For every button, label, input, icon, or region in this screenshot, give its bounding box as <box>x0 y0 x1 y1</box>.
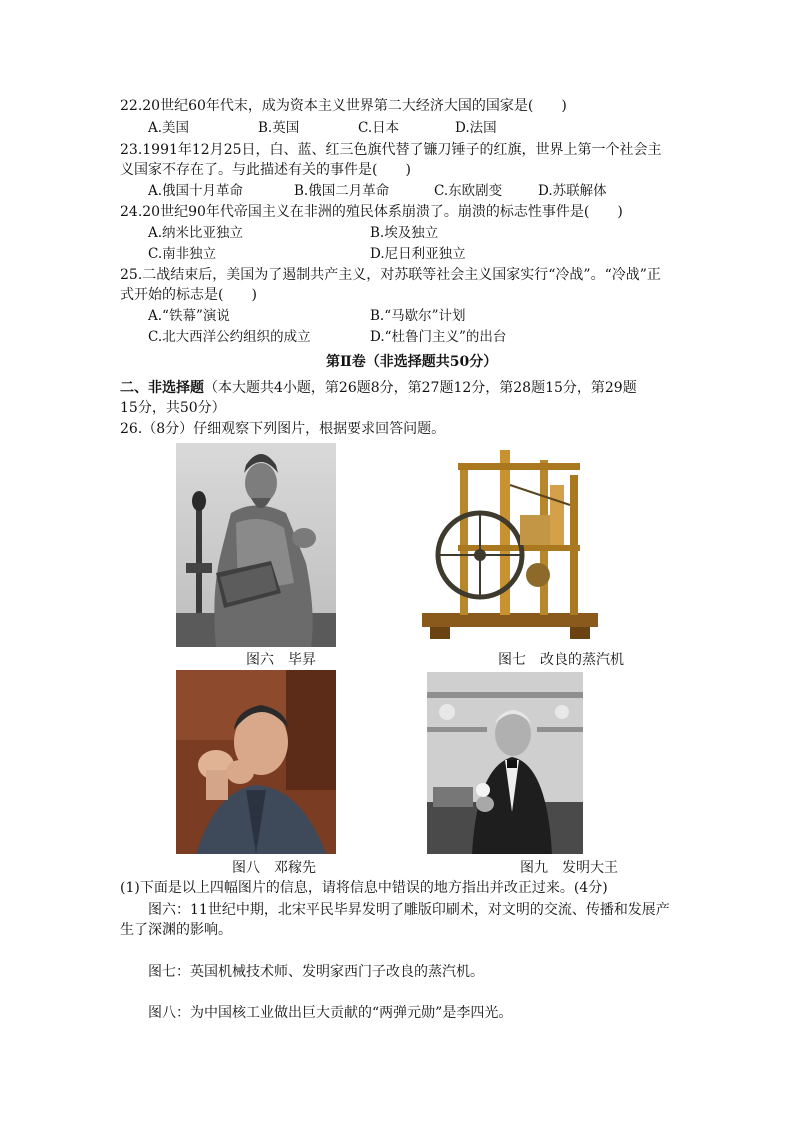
figure-7-steam-engine-photo <box>420 445 600 641</box>
q22-option-d: D.法国 <box>455 120 497 136</box>
q26-info6-line1: 图六：11世纪中期，北宋平民毕昇发明了雕版印刷术，对文明的交流、传播和发展产 <box>148 902 670 918</box>
q25-option-d: D.“杜鲁门主义”的出台 <box>370 329 507 345</box>
q25-stem-line2: 式开始的标志是( ) <box>120 287 257 303</box>
section-heading-line2: 15分，共50分） <box>120 400 226 416</box>
q26-info6-line2: 生了深渊的影响。 <box>120 922 232 938</box>
figure-9-caption: 图九 发明大王 <box>520 860 618 876</box>
q23-option-b: B.俄国二月革命 <box>294 183 390 199</box>
figure-6-caption: 图六 毕昇 <box>246 652 316 668</box>
q26-stem: 26.（8分）仔细观察下列图片，根据要求回答问题。 <box>120 421 446 437</box>
q25-option-a: A.“铁幕”演说 <box>148 308 230 324</box>
q26-info8: 图八：为中国核工业做出巨大贡献的“两弹元勋”是李四光。 <box>148 1005 513 1021</box>
q24-option-a: A.纳米比亚独立 <box>148 225 244 241</box>
q22-option-a: A.美国 <box>148 120 190 136</box>
q23-option-c: C.东欧剧变 <box>434 183 503 199</box>
section-heading-text: （本大题共4小题，第26题8分，第27题12分，第28题15分，第29题 <box>204 380 637 396</box>
q24-option-d: D.尼日利亚独立 <box>370 246 466 262</box>
q23-stem-line1: 23.1991年12月25日，白、蓝、红三色旗代替了镰刀锤子的红旗，世界上第一个社会主 <box>120 142 662 158</box>
figure-6-bi-sheng-photo <box>176 443 336 647</box>
q24-option-c: C.南非独立 <box>148 246 217 262</box>
section-title: 第Ⅱ卷（非选择题共50分） <box>326 354 498 370</box>
q23-option-a: A.俄国十月革命 <box>148 183 244 199</box>
q26-info7: 图七：英国机械技术师、发明家西门子改良的蒸汽机。 <box>148 964 484 980</box>
q23-stem-line2: 义国家不存在了。与此描述有关的事件是( ) <box>120 162 411 178</box>
figure-8-caption: 图八 邓稼先 <box>232 860 316 876</box>
section-heading-line1 <box>120 378 637 398</box>
q22-stem: 22.20世纪60年代末，成为资本主义世界第二大经济大国的国家是( ) <box>120 98 567 114</box>
q24-option-b: B.埃及独立 <box>370 225 439 241</box>
q25-stem-line1: 25.二战结束后，美国为了遏制共产主义，对苏联等社会主义国家实行“冷战”。“冷战”正 <box>120 267 661 283</box>
q25-option-b: B.“马歇尔”计划 <box>370 308 466 324</box>
q24-stem: 24.20世纪90年代帝国主义在非洲的殖民体系崩溃了。崩溃的标志性事件是( ) <box>120 204 623 220</box>
q22-option-c: C.日本 <box>358 120 400 136</box>
q25-option-c: C.北大西洋公约组织的成立 <box>148 329 311 345</box>
figure-7-caption: 图七 改良的蒸汽机 <box>498 652 624 668</box>
q22-option-b: B.英国 <box>258 120 300 136</box>
figure-9-inventor-photo <box>427 672 583 854</box>
figure-8-deng-jiaxian-photo <box>176 670 336 854</box>
section-heading-label: 二、非选择题 <box>120 380 204 396</box>
q26-sub1-prompt: (1)下面是以上四幅图片的信息，请将信息中错误的地方指出并改正过来。(4分) <box>120 880 608 896</box>
q23-option-d: D.苏联解体 <box>538 183 607 199</box>
